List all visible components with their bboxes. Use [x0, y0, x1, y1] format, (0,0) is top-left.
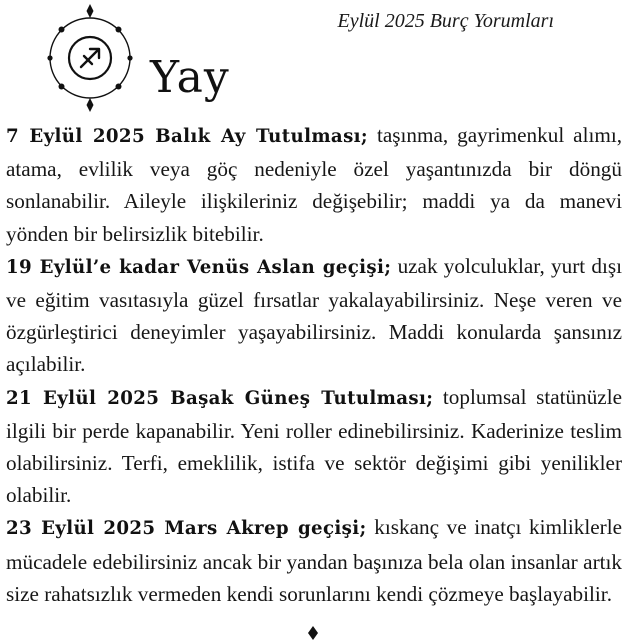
ornament-dot: [47, 55, 52, 60]
section-heading: 23 Eylül 2025 Mars Akrep geçişi;: [6, 518, 367, 540]
page-header: [0, 0, 640, 118]
footer-diamond-ornament: [306, 626, 320, 640]
diamond-ornament-top: [87, 4, 94, 18]
ornament-dot: [59, 84, 65, 90]
section-heading: 21 Eylül 2025 Başak Güneş Tutulması;: [6, 387, 434, 409]
horoscope-content: [6, 119, 622, 610]
ornament-dot: [59, 27, 65, 33]
section-paragraph: [6, 119, 622, 250]
section-body: taşınma, gayrimenkul alımı, atama, evlilik veya göç nedeniyle özel yaşantınızda bir döngü sonlanabilir. Aileyle ilişkileriniz değişebilir; maddi ya da manevi yönden bir belirsizlik bitebilir.: [6, 123, 623, 246]
zodiac-emblem: [34, 2, 146, 114]
section-heading: 19 Eylül’e kadar Venüs Aslan geçişi;: [6, 256, 392, 278]
section-paragraph: [6, 381, 622, 512]
diamond-ornament-bottom: [87, 98, 94, 112]
page-title: Eylül 2025 Burç Yorumları: [337, 10, 554, 32]
ornament-dot: [116, 84, 122, 90]
section-body: kıskanç ve inatçı kimliklerle mücadele edebilirsiniz ancak bir yandan başınıza bela olan insanlar artık size rahatsızlık vermeden kendi sorunlarını kendi çözmeye başlayabilir.: [6, 515, 622, 606]
section-heading: 7 Eylül 2025 Balık Ay Tutulması;: [6, 126, 368, 147]
ornament-dot: [116, 27, 122, 33]
section-paragraph: [6, 250, 622, 381]
section-body: toplumsal statünüzle ilgili bir perde kapanabilir. Yeni roller edinebilirsiniz. Kaderinize teslim olabilirsiniz. Terfi, emeklilik, istifa ve sektör değişimi gibi yenilikler olabilir.: [6, 384, 622, 508]
sign-name: Yay: [150, 52, 230, 103]
section-paragraph: [6, 511, 622, 610]
section-body: uzak yolculuklar, yurt dışı ve eğitim vasıtasıyla güzel fırsatlar yakalayabilirsiniz. Neşe veren ve özgürleştirici deneyimler yaşayabilirsiniz. Maddi konularda şansınız açılabilir.: [6, 253, 623, 377]
ornament-dot: [127, 55, 132, 60]
